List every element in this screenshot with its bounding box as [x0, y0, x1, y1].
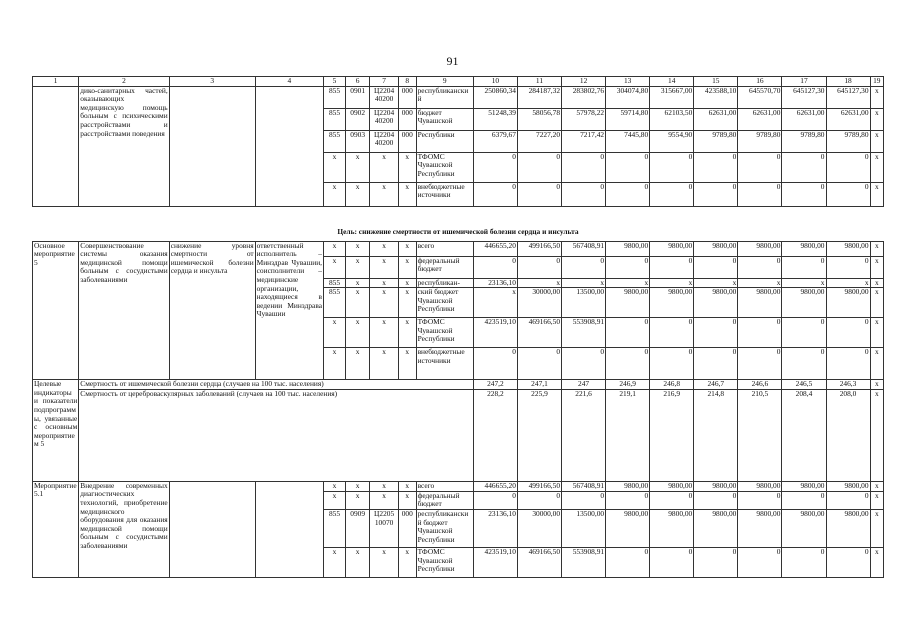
year-value-4: 9800,00 [606, 481, 650, 491]
indicator-value-2: 225,9 [517, 389, 561, 481]
year-value-9: 62631,00 [826, 108, 870, 130]
column-number: 4 [255, 77, 323, 87]
indicator-value-9: 246,3 [826, 380, 870, 390]
year-value-6: x [694, 278, 738, 288]
kbk-section: x [346, 547, 370, 577]
col19-cell: x [870, 241, 883, 256]
kbk-target-article: x [370, 256, 399, 278]
year-value-4: 0 [606, 318, 650, 348]
year-value-1: 423519,10 [473, 318, 517, 348]
column-number: 15 [694, 77, 738, 87]
year-value-4: 0 [606, 152, 650, 182]
col19-cell: x [870, 491, 883, 509]
column-number: 10 [473, 77, 517, 87]
year-value-8: x [782, 278, 826, 288]
year-value-5: x [650, 278, 694, 288]
year-value-1: 6379,67 [473, 130, 517, 152]
kbk-target-article: Ц2204 40200 [370, 86, 399, 108]
col19-cell: x [870, 86, 883, 108]
year-value-2: 0 [517, 256, 561, 278]
kbk-target-article: x [370, 348, 399, 380]
year-value-8: 9800,00 [782, 288, 826, 318]
kbk-grbs: 855 [324, 288, 346, 318]
indicator-value-6: 246,7 [694, 380, 738, 390]
year-value-9: 9800,00 [826, 288, 870, 318]
kbk-expense-group: x [398, 318, 416, 348]
year-value-8: 0 [782, 318, 826, 348]
year-value-8: 9800,00 [782, 509, 826, 547]
year-value-3: 0 [562, 152, 606, 182]
year-value-2: 58056,78 [517, 108, 561, 130]
kbk-grbs: x [324, 241, 346, 256]
col19-cell: x [870, 481, 883, 491]
kbk-section: x [346, 481, 370, 491]
year-value-5: 0 [650, 152, 694, 182]
funding-source: ТФОМС Чувашской Республики [416, 152, 473, 182]
year-value-3: 0 [562, 256, 606, 278]
year-value-9: 9800,00 [826, 481, 870, 491]
year-value-4: x [606, 278, 650, 288]
col19-cell: x [870, 389, 883, 481]
year-value-4: 0 [606, 182, 650, 206]
year-value-9: 645127,30 [826, 86, 870, 108]
column-number: 5 [324, 77, 346, 87]
col19-cell: x [870, 547, 883, 577]
kbk-section: 0903 [346, 130, 370, 152]
year-value-9: x [826, 278, 870, 288]
header-row [33, 77, 884, 87]
year-value-1: 446655,20 [473, 241, 517, 256]
kbk-expense-group: x [398, 152, 416, 182]
year-value-9: 0 [826, 182, 870, 206]
year-value-2: 499166,50 [517, 481, 561, 491]
year-value-2: 499166,50 [517, 241, 561, 256]
year-value-9: 0 [826, 318, 870, 348]
year-value-8: 9800,00 [782, 241, 826, 256]
indicator-value-4: 246,9 [606, 380, 650, 390]
year-value-4: 59714,80 [606, 108, 650, 130]
finance-row [33, 86, 884, 108]
kbk-target-article: x [370, 318, 399, 348]
kbk-grbs: x [324, 152, 346, 182]
year-value-7: 0 [738, 491, 782, 509]
column-number: 11 [517, 77, 561, 87]
indicator-value-5: 246,8 [650, 380, 694, 390]
kbk-section: x [346, 182, 370, 206]
col19-cell: x [870, 348, 883, 380]
year-value-1: 0 [473, 348, 517, 380]
year-value-7: 9800,00 [738, 241, 782, 256]
goal-heading: Цель: снижение смертности от ишемической болезни сердца и инсульта [33, 206, 884, 241]
funding-source: ский бюджет Чувашской Республики [416, 288, 473, 318]
year-value-7: 645570,70 [738, 86, 782, 108]
col19-cell: x [870, 318, 883, 348]
kbk-expense-group: x [398, 481, 416, 491]
year-value-3: 567408,91 [562, 481, 606, 491]
year-value-9: 9800,00 [826, 509, 870, 547]
column-number: 1 [33, 77, 79, 87]
col19-cell: x [870, 509, 883, 547]
goal-row [33, 206, 884, 241]
year-value-3: 283802,76 [562, 86, 606, 108]
year-value-4: 9800,00 [606, 241, 650, 256]
year-value-1: 446655,20 [473, 481, 517, 491]
kbk-expense-group: x [398, 241, 416, 256]
column-number: 17 [782, 77, 826, 87]
kbk-target-article: Ц2204 40200 [370, 130, 399, 152]
year-value-6: 0 [694, 152, 738, 182]
year-value-7: 0 [738, 348, 782, 380]
year-value-7: 0 [738, 152, 782, 182]
kbk-expense-group: x [398, 278, 416, 288]
year-value-2: 30000,00 [517, 509, 561, 547]
kbk-grbs: 855 [324, 108, 346, 130]
year-value-4: 0 [606, 256, 650, 278]
kbk-grbs: 855 [324, 130, 346, 152]
kbk-section: x [346, 288, 370, 318]
year-value-7: 0 [738, 547, 782, 577]
year-value-2: 30000,00 [517, 288, 561, 318]
year-value-1: 0 [473, 182, 517, 206]
year-value-6: 9800,00 [694, 481, 738, 491]
year-value-3: 567408,91 [562, 241, 606, 256]
year-value-1: 0 [473, 152, 517, 182]
column-number: 14 [650, 77, 694, 87]
kbk-expense-group: 000 [398, 130, 416, 152]
year-value-3: 7217,42 [562, 130, 606, 152]
kbk-expense-group: 000 [398, 108, 416, 130]
kbk-section: x [346, 278, 370, 288]
col19-cell: x [870, 182, 883, 206]
kbk-grbs: x [324, 256, 346, 278]
year-value-7: x [738, 278, 782, 288]
col19-cell: x [870, 152, 883, 182]
executor-cell [255, 86, 323, 206]
kbk-grbs: x [324, 348, 346, 380]
year-value-6: 0 [694, 256, 738, 278]
kbk-target-article: x [370, 288, 399, 318]
year-value-2: 469166,50 [517, 318, 561, 348]
year-value-6: 9800,00 [694, 288, 738, 318]
year-value-5: 0 [650, 547, 694, 577]
kbk-expense-group: x [398, 491, 416, 509]
year-value-7: 0 [738, 318, 782, 348]
year-value-7: 9789,80 [738, 130, 782, 152]
funding-source: республиканский [416, 86, 473, 108]
kbk-grbs: x [324, 318, 346, 348]
indicator-value-4: 219,1 [606, 389, 650, 481]
kbk-target-article: x [370, 547, 399, 577]
year-value-2: 284187,32 [517, 86, 561, 108]
year-value-9: 9789,80 [826, 130, 870, 152]
year-value-9: 0 [826, 256, 870, 278]
year-value-2: 469166,50 [517, 547, 561, 577]
funding-source: всего [416, 241, 473, 256]
year-value-4: 0 [606, 348, 650, 380]
kbk-target-article: x [370, 278, 399, 288]
year-value-2: 0 [517, 182, 561, 206]
year-value-6: 0 [694, 491, 738, 509]
year-value-1: 0 [473, 256, 517, 278]
year-value-5: 0 [650, 256, 694, 278]
year-value-3: 553908,91 [562, 318, 606, 348]
measure-type: Мероприятие 5.1 [33, 481, 79, 577]
year-value-4: 0 [606, 547, 650, 577]
indicator-value-2: 247,1 [517, 380, 561, 390]
year-value-8: 9789,80 [782, 130, 826, 152]
year-value-8: 645127,30 [782, 86, 826, 108]
year-value-7: 62631,00 [738, 108, 782, 130]
funding-source: ТФОМС Чувашской Республики [416, 318, 473, 348]
kbk-expense-group: x [398, 288, 416, 318]
measure-type-cell [33, 86, 79, 206]
year-value-8: 0 [782, 182, 826, 206]
kbk-section: 0902 [346, 108, 370, 130]
page-number: 91 [446, 54, 459, 68]
kbk-expense-group: x [398, 348, 416, 380]
task-cell [169, 86, 255, 206]
indicator-value-7: 210,5 [738, 389, 782, 481]
indicator-value-8: 246,5 [782, 380, 826, 390]
year-value-9: 9800,00 [826, 241, 870, 256]
year-value-8: 0 [782, 256, 826, 278]
year-value-5: 62103,50 [650, 108, 694, 130]
year-value-5: 9554,90 [650, 130, 694, 152]
year-value-5: 0 [650, 348, 694, 380]
year-value-1: 250860,34 [473, 86, 517, 108]
year-value-9: 0 [826, 547, 870, 577]
year-value-8: 62631,00 [782, 108, 826, 130]
col19-cell: x [870, 130, 883, 152]
column-number: 13 [606, 77, 650, 87]
kbk-expense-group: 000 [398, 509, 416, 547]
year-value-5: 0 [650, 491, 694, 509]
year-value-8: 0 [782, 547, 826, 577]
year-value-1: 23136,10 [473, 509, 517, 547]
indicator-value-1: 228,2 [473, 389, 517, 481]
year-value-1: 51248,39 [473, 108, 517, 130]
year-value-6: 423588,10 [694, 86, 738, 108]
indicator-value-6: 214,8 [694, 389, 738, 481]
indicator-value-1: 247,2 [473, 380, 517, 390]
year-value-2: 0 [517, 491, 561, 509]
indicator-value-5: 216,9 [650, 389, 694, 481]
year-value-4: 304074,80 [606, 86, 650, 108]
year-value-3: 57978,22 [562, 108, 606, 130]
year-value-3: 13500,00 [562, 509, 606, 547]
indicator-value-7: 246,6 [738, 380, 782, 390]
indicator-row [33, 389, 884, 481]
year-value-1: 23136,10 [473, 278, 517, 288]
year-value-6: 0 [694, 348, 738, 380]
year-value-8: 9800,00 [782, 481, 826, 491]
year-value-8: 0 [782, 348, 826, 380]
measure-name: дико-санитарных частей, оказывающих медицинскую помощь больным с психическими расстройствами и расстройствами поведения [79, 86, 169, 206]
year-value-3: 0 [562, 182, 606, 206]
year-value-5: 9800,00 [650, 288, 694, 318]
column-number: 18 [826, 77, 870, 87]
year-value-3: 13500,00 [562, 288, 606, 318]
kbk-target-article: Ц2204 40200 [370, 108, 399, 130]
kbk-expense-group: x [398, 182, 416, 206]
kbk-grbs: x [324, 182, 346, 206]
funding-source: республиканский бюджет Чувашской Республики [416, 509, 473, 547]
kbk-section: x [346, 491, 370, 509]
finance-row [33, 481, 884, 491]
kbk-target-article: x [370, 481, 399, 491]
kbk-section: x [346, 241, 370, 256]
year-value-3: 553908,91 [562, 547, 606, 577]
year-value-5: 9800,00 [650, 241, 694, 256]
year-value-6: 0 [694, 318, 738, 348]
year-value-6: 62631,00 [694, 108, 738, 130]
year-value-5: 9800,00 [650, 509, 694, 547]
col19-cell: x [870, 256, 883, 278]
kbk-section: x [346, 256, 370, 278]
year-value-7: 0 [738, 256, 782, 278]
kbk-target-article: Ц2205 10070 [370, 509, 399, 547]
year-value-9: 0 [826, 152, 870, 182]
year-value-2: 0 [517, 152, 561, 182]
column-number: 9 [416, 77, 473, 87]
year-value-5: 0 [650, 318, 694, 348]
funding-source: федеральный бюджет [416, 491, 473, 509]
funding-source: Республики [416, 130, 473, 152]
year-value-6: 9800,00 [694, 241, 738, 256]
year-value-4: 9800,00 [606, 509, 650, 547]
kbk-section: 0909 [346, 509, 370, 547]
kbk-target-article: x [370, 241, 399, 256]
year-value-9: 0 [826, 491, 870, 509]
column-number: 7 [370, 77, 399, 87]
year-value-3: x [562, 278, 606, 288]
indicator-row [33, 380, 884, 390]
indicator-value-9: 208,0 [826, 389, 870, 481]
column-number: 12 [562, 77, 606, 87]
kbk-target-article: x [370, 152, 399, 182]
funding-source: ТФОМС Чувашской Республики [416, 547, 473, 577]
measure-name: Совершенствование системы оказания медицинской помощи больным с сосудистыми заболеваниями [79, 241, 169, 380]
measure-name: Внедрение современных диагностических технологий, приобретение медицинского оборудования для оказания медицинской помощи больным с сосудистыми заболеваниями [79, 481, 169, 577]
funding-source: внебюджетные источники [416, 348, 473, 380]
year-value-8: 0 [782, 491, 826, 509]
kbk-section: x [346, 318, 370, 348]
kbk-grbs: 855 [324, 278, 346, 288]
kbk-section: x [346, 152, 370, 182]
year-value-6: 9800,00 [694, 509, 738, 547]
col19-cell: x [870, 108, 883, 130]
kbk-section: 0901 [346, 86, 370, 108]
year-value-3: 0 [562, 491, 606, 509]
funding-source: внебюджетные источники [416, 182, 473, 206]
col19-cell: x [870, 288, 883, 318]
measure-task: снижение уровня смертности от ишемической болезни сердца и инсульта [169, 241, 255, 380]
year-value-7: 9800,00 [738, 481, 782, 491]
year-value-2: 7227,20 [517, 130, 561, 152]
year-value-2: x [517, 278, 561, 288]
task-cell [169, 481, 255, 577]
year-value-4: 7445,80 [606, 130, 650, 152]
year-value-6: 0 [694, 547, 738, 577]
year-value-2: 0 [517, 348, 561, 380]
indicator-name: Смертность от цереброваскулярных заболеваний (случаев на 100 тыс. населения) [79, 389, 474, 481]
funding-source: федеральный бюджет [416, 256, 473, 278]
col19-cell: x [870, 380, 883, 390]
year-value-1: 423519,10 [473, 547, 517, 577]
kbk-expense-group: x [398, 547, 416, 577]
indicators-label: Целевые индикаторы и показатели подпрограммы, увязанные с основным мероприятием 5 [33, 380, 79, 482]
kbk-grbs: 855 [324, 509, 346, 547]
year-value-5: 0 [650, 182, 694, 206]
year-value-7: 9800,00 [738, 509, 782, 547]
indicator-name: Смертность от ишемической болезни сердца (случаев на 100 тыс. населения) [79, 380, 474, 390]
indicator-value-3: 221,6 [562, 389, 606, 481]
year-value-7: 0 [738, 182, 782, 206]
indicator-value-8: 208,4 [782, 389, 826, 481]
year-value-4: 0 [606, 491, 650, 509]
kbk-grbs: x [324, 481, 346, 491]
kbk-expense-group: 000 [398, 86, 416, 108]
column-number: 8 [398, 77, 416, 87]
kbk-grbs: 855 [324, 86, 346, 108]
year-value-7: 9800,00 [738, 288, 782, 318]
column-number: 3 [169, 77, 255, 87]
col19-cell: x [870, 278, 883, 288]
column-number: 2 [79, 77, 169, 87]
column-number: 16 [738, 77, 782, 87]
year-value-1: x [473, 288, 517, 318]
year-value-3: 0 [562, 348, 606, 380]
column-number: 6 [346, 77, 370, 87]
year-value-8: 0 [782, 152, 826, 182]
column-number: 19 [870, 77, 883, 87]
year-value-6: 9789,80 [694, 130, 738, 152]
funding-source: всего [416, 481, 473, 491]
year-value-5: 9800,00 [650, 481, 694, 491]
funding-source: бюджет Чувашской [416, 108, 473, 130]
indicator-value-3: 247 [562, 380, 606, 390]
executor-cell [255, 481, 323, 577]
year-value-6: 0 [694, 182, 738, 206]
program-table [32, 76, 884, 578]
kbk-grbs: x [324, 547, 346, 577]
measure-type: Основное мероприятие 5 [33, 241, 79, 380]
finance-row [33, 241, 884, 256]
year-value-1: 0 [473, 491, 517, 509]
year-value-4: 9800,00 [606, 288, 650, 318]
funding-source: республикан- [416, 278, 473, 288]
year-value-5: 315667,00 [650, 86, 694, 108]
kbk-section: x [346, 348, 370, 380]
kbk-expense-group: x [398, 256, 416, 278]
kbk-grbs: x [324, 491, 346, 509]
measure-executor: ответственный исполнитель – Минздрав Чувашии, соисполнители – медицинские организации, находящиеся в ведении Минздрава Чувашии [255, 241, 323, 380]
kbk-target-article: x [370, 491, 399, 509]
year-value-9: 0 [826, 348, 870, 380]
kbk-target-article: x [370, 182, 399, 206]
